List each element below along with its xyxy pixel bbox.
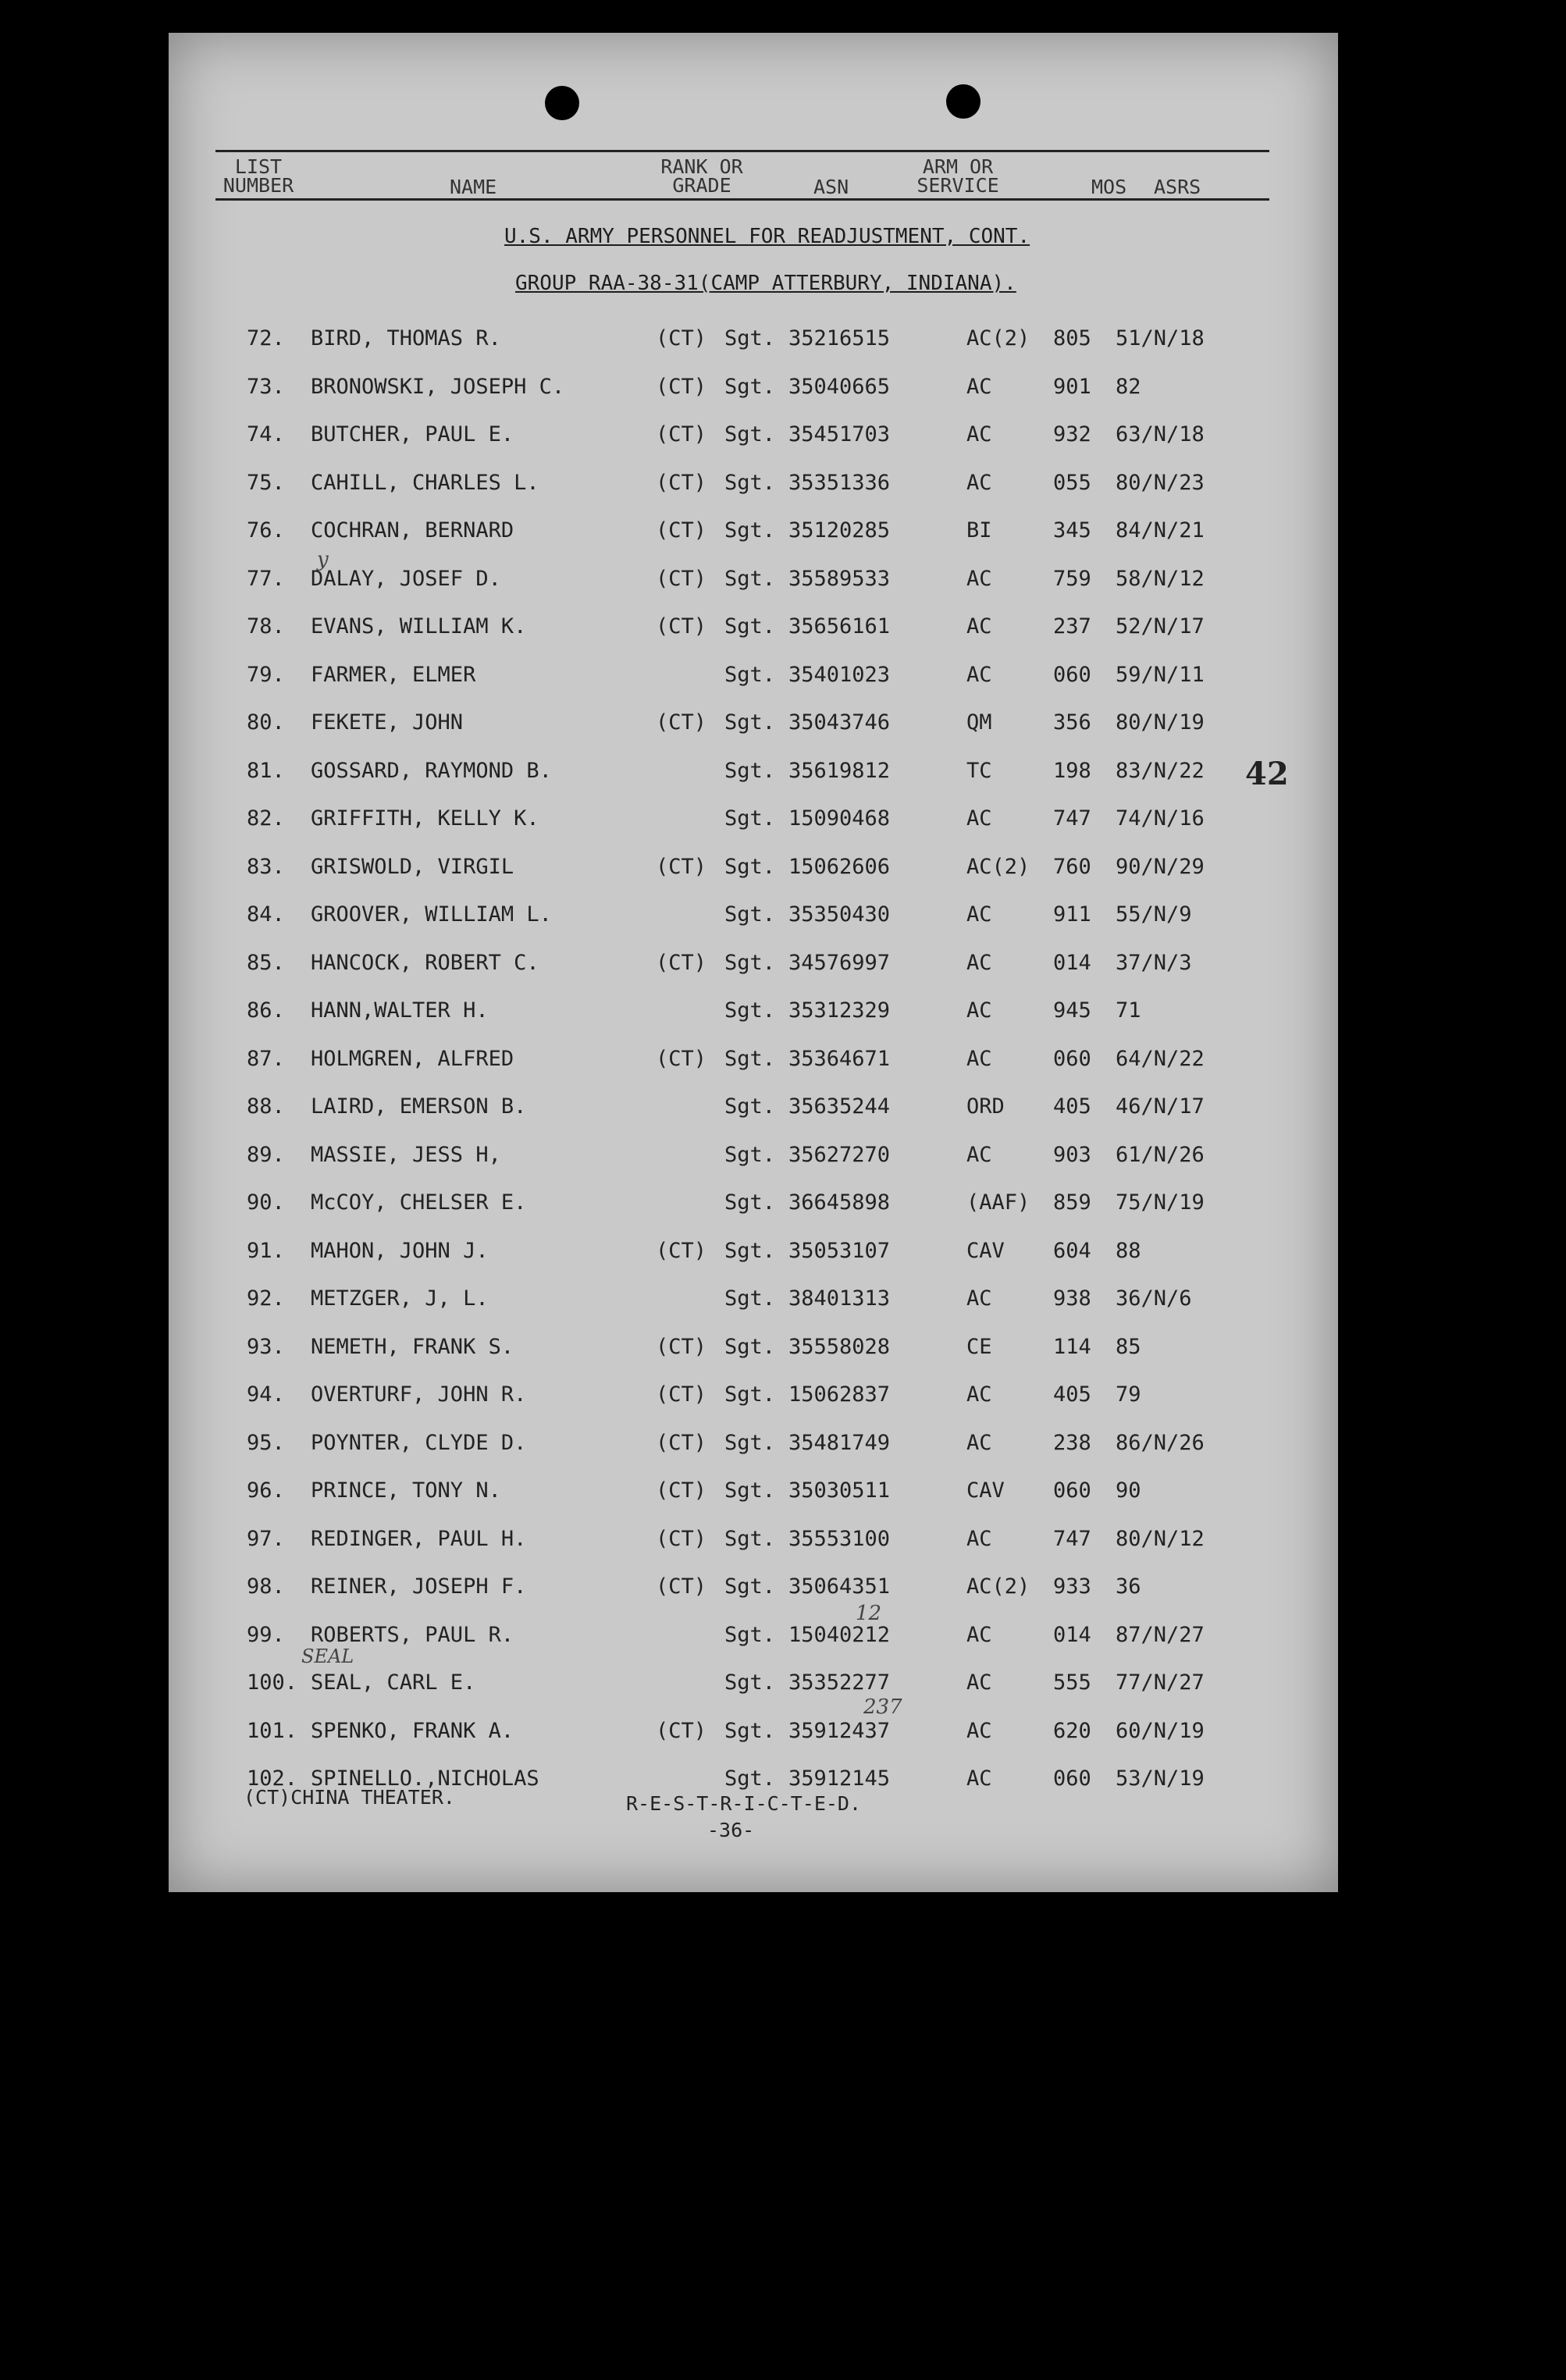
cell-mos: 805 <box>1053 326 1091 350</box>
cell-asn: 35589533 <box>788 566 891 591</box>
table-row <box>169 375 1338 406</box>
cell-mos: 060 <box>1053 1046 1091 1071</box>
cell-name: SEAL, CARL E. <box>311 1670 476 1695</box>
table-row <box>169 518 1338 550</box>
cell-arm: AC <box>966 950 992 975</box>
cell-num: 90. <box>247 1190 285 1215</box>
handwritten-y: y <box>317 548 329 571</box>
cell-ct: (CT) <box>656 1478 707 1503</box>
cell-asn: 35040665 <box>788 374 891 399</box>
cell-name: COCHRAN, BERNARD <box>311 518 514 543</box>
cell-arm: AC(2) <box>966 326 1030 350</box>
cell-asn: 35312329 <box>788 998 891 1023</box>
cell-ct: (CT) <box>656 326 707 350</box>
cell-rank: Sgt. <box>724 758 776 783</box>
cell-rank: Sgt. <box>724 566 776 591</box>
cell-name: FEKETE, JOHN <box>311 710 464 735</box>
cell-mos: 014 <box>1053 1622 1091 1647</box>
cell-num: 72. <box>247 326 285 350</box>
header-asrs: ASRS <box>1154 176 1201 198</box>
cell-rank: Sgt. <box>724 854 776 879</box>
cell-name: FARMER, ELMER <box>311 662 476 687</box>
cell-asrs: 85 <box>1116 1334 1141 1359</box>
cell-rank: Sgt. <box>724 518 776 543</box>
cell-asn: 35401023 <box>788 662 891 687</box>
table-row <box>169 1286 1338 1318</box>
cell-rank: Sgt. <box>724 1142 776 1167</box>
cell-asn: 35619812 <box>788 758 891 783</box>
cell-mos: 759 <box>1053 566 1091 591</box>
cell-mos: 405 <box>1053 1094 1091 1119</box>
cell-mos: 620 <box>1053 1718 1091 1743</box>
cell-asn: 35635244 <box>788 1094 891 1119</box>
cell-mos: 901 <box>1053 374 1091 399</box>
cell-arm: AC <box>966 1718 992 1743</box>
cell-asn: 35120285 <box>788 518 891 543</box>
cell-ct: (CT) <box>656 710 707 735</box>
cell-mos: 555 <box>1053 1670 1091 1695</box>
cell-num: 77. <box>247 566 285 591</box>
table-row <box>169 1382 1338 1414</box>
cell-ct: (CT) <box>656 1526 707 1551</box>
cell-rank: Sgt. <box>724 806 776 831</box>
cell-mos: 356 <box>1053 710 1091 735</box>
cell-arm: AC(2) <box>966 1574 1030 1599</box>
cell-rank: Sgt. <box>724 1622 776 1647</box>
cell-ct: (CT) <box>656 1046 707 1071</box>
group-title: GROUP RAA-38-31(CAMP ATTERBURY, INDIANA). <box>515 272 1016 295</box>
document-page <box>169 33 1338 1892</box>
cell-mos: 238 <box>1053 1430 1091 1455</box>
cell-asrs: 74/N/16 <box>1116 806 1205 831</box>
cell-rank: Sgt. <box>724 1382 776 1407</box>
cell-num: 93. <box>247 1334 285 1359</box>
cell-asrs: 63/N/18 <box>1116 422 1205 446</box>
cell-num: 91. <box>247 1238 285 1263</box>
cell-mos: 198 <box>1053 758 1091 783</box>
cell-asn: 38401313 <box>788 1286 891 1311</box>
cell-mos: 237 <box>1053 614 1091 639</box>
cell-rank: Sgt. <box>724 950 776 975</box>
cell-name: METZGER, J, L. <box>311 1286 489 1311</box>
cell-num: 96. <box>247 1478 285 1503</box>
cell-rank: Sgt. <box>724 998 776 1023</box>
cell-num: 84. <box>247 902 285 927</box>
table-row <box>169 1190 1338 1222</box>
cell-asn: 35351336 <box>788 470 891 495</box>
cell-mos: 932 <box>1053 422 1091 446</box>
cell-name: ROBERTS, PAUL R. <box>311 1622 514 1647</box>
cell-mos: 014 <box>1053 950 1091 975</box>
cell-name: POYNTER, CLYDE D. <box>311 1430 527 1455</box>
footer-page-number: -36- <box>707 1819 755 1841</box>
cell-name: NEMETH, FRANK S. <box>311 1334 514 1359</box>
cell-arm: AC <box>966 1286 992 1311</box>
cell-asn: 15062606 <box>788 854 891 879</box>
cell-name: MASSIE, JESS H, <box>311 1142 501 1167</box>
cell-num: 95. <box>247 1430 285 1455</box>
cell-asrs: 77/N/27 <box>1116 1670 1205 1695</box>
header-name: NAME <box>450 176 497 198</box>
cell-rank: Sgt. <box>724 1286 776 1311</box>
cell-mos: 938 <box>1053 1286 1091 1311</box>
cell-num: 94. <box>247 1382 285 1407</box>
cell-arm: QM <box>966 710 992 735</box>
cell-num: 102. <box>247 1766 298 1791</box>
cell-asrs: 60/N/19 <box>1116 1718 1205 1743</box>
cell-ct: (CT) <box>656 566 707 591</box>
cell-asrs: 80/N/19 <box>1116 710 1205 735</box>
cell-asrs: 80/N/12 <box>1116 1526 1205 1551</box>
header-bottom-rule <box>215 198 1269 201</box>
cell-rank: Sgt. <box>724 422 776 446</box>
cell-rank: Sgt. <box>724 374 776 399</box>
cell-rank: Sgt. <box>724 1334 776 1359</box>
cell-asn: 35627270 <box>788 1142 891 1167</box>
table-row <box>169 1670 1338 1702</box>
cell-asn: 35656161 <box>788 614 891 639</box>
cell-asrs: 46/N/17 <box>1116 1094 1205 1119</box>
handwritten-237: 237 <box>863 1695 902 1719</box>
cell-rank: Sgt. <box>724 902 776 927</box>
punch-hole-left <box>545 86 579 120</box>
cell-num: 79. <box>247 662 285 687</box>
cell-rank: Sgt. <box>724 710 776 735</box>
cell-arm: AC <box>966 902 992 927</box>
footer-legend: (CT)CHINA THEATER. <box>244 1786 455 1809</box>
cell-ct: (CT) <box>656 518 707 543</box>
cell-mos: 911 <box>1053 902 1091 927</box>
cell-name: McCOY, CHELSER E. <box>311 1190 527 1215</box>
table-row <box>169 1239 1338 1270</box>
cell-arm: CE <box>966 1334 992 1359</box>
cell-name: GRIFFITH, KELLY K. <box>311 806 539 831</box>
cell-asrs: 90/N/29 <box>1116 854 1205 879</box>
header-asn: ASN <box>813 176 849 198</box>
cell-mos: 747 <box>1053 1526 1091 1551</box>
cell-rank: Sgt. <box>724 1430 776 1455</box>
cell-asn: 34576997 <box>788 950 891 975</box>
cell-name: PRINCE, TONY N. <box>311 1478 501 1503</box>
handwritten-12: 12 <box>856 1602 882 1625</box>
cell-asrs: 59/N/11 <box>1116 662 1205 687</box>
cell-asrs: 79 <box>1116 1382 1141 1407</box>
cell-name: BIRD, THOMAS R. <box>311 326 501 350</box>
cell-arm: TC <box>966 758 992 783</box>
cell-asn: 35030511 <box>788 1478 891 1503</box>
header-top-rule <box>215 150 1269 152</box>
cell-asn: 35912145 <box>788 1766 891 1791</box>
cell-asrs: 61/N/26 <box>1116 1142 1205 1167</box>
cell-num: 86. <box>247 998 285 1023</box>
cell-arm: AC <box>966 470 992 495</box>
cell-ct: (CT) <box>656 1334 707 1359</box>
cell-asrs: 71 <box>1116 998 1141 1023</box>
table-row <box>169 567 1338 598</box>
cell-asrs: 55/N/9 <box>1116 902 1192 927</box>
table-row <box>169 1047 1338 1078</box>
cell-mos: 060 <box>1053 1478 1091 1503</box>
table-row <box>169 663 1338 694</box>
cell-name: GOSSARD, RAYMOND B. <box>311 758 552 783</box>
cell-num: 74. <box>247 422 285 446</box>
cell-asn: 15090468 <box>788 806 891 831</box>
cell-asrs: 75/N/19 <box>1116 1190 1205 1215</box>
cell-num: 92. <box>247 1286 285 1311</box>
cell-ct: (CT) <box>656 854 707 879</box>
cell-num: 97. <box>247 1526 285 1551</box>
cell-arm: ORD <box>966 1094 1005 1119</box>
side-page-number: 42 <box>1245 756 1289 792</box>
header-list-number: LIST NUMBER <box>222 155 294 197</box>
cell-name: GRISWOLD, VIRGIL <box>311 854 514 879</box>
footer-restricted: R-E-S-T-R-I-C-T-E-D. <box>626 1792 862 1815</box>
cell-name: REINER, JOSEPH F. <box>311 1574 527 1599</box>
cell-mos: 747 <box>1053 806 1091 831</box>
cell-asrs: 82 <box>1116 374 1141 399</box>
cell-name: DALAY, JOSEF D. <box>311 566 501 591</box>
cell-name: HANCOCK, ROBERT C. <box>311 950 539 975</box>
cell-rank: Sgt. <box>724 1718 776 1743</box>
cell-asn: 35043746 <box>788 710 891 735</box>
cell-mos: 933 <box>1053 1574 1091 1599</box>
cell-num: 99. <box>247 1622 285 1647</box>
cell-num: 78. <box>247 614 285 639</box>
table-row <box>169 902 1338 934</box>
cell-mos: 060 <box>1053 1766 1091 1791</box>
table-row <box>169 855 1338 886</box>
cell-rank: Sgt. <box>724 470 776 495</box>
cell-ct: (CT) <box>656 950 707 975</box>
cell-num: 81. <box>247 758 285 783</box>
cell-asn: 35912437 <box>788 1718 891 1743</box>
cell-ct: (CT) <box>656 422 707 446</box>
cell-asrs: 36 <box>1116 1574 1141 1599</box>
cell-asn: 35350430 <box>788 902 891 927</box>
cell-arm: AC <box>966 1526 992 1551</box>
cell-ct: (CT) <box>656 1430 707 1455</box>
table-row <box>169 951 1338 982</box>
cell-arm: AC <box>966 1670 992 1695</box>
cell-asrs: 84/N/21 <box>1116 518 1205 543</box>
cell-num: 73. <box>247 374 285 399</box>
cell-rank: Sgt. <box>724 1574 776 1599</box>
cell-num: 76. <box>247 518 285 543</box>
cell-asn: 35553100 <box>788 1526 891 1551</box>
cell-asrs: 52/N/17 <box>1116 614 1205 639</box>
cell-name: HANN,WALTER H. <box>311 998 489 1023</box>
cell-asrs: 64/N/22 <box>1116 1046 1205 1071</box>
cell-asn: 15062837 <box>788 1382 891 1407</box>
cell-name: OVERTURF, JOHN R. <box>311 1382 527 1407</box>
cell-rank: Sgt. <box>724 1766 776 1791</box>
cell-name: SPENKO, FRANK A. <box>311 1718 514 1743</box>
cell-arm: AC <box>966 374 992 399</box>
cell-arm: AC <box>966 1766 992 1791</box>
cell-asrs: 58/N/12 <box>1116 566 1205 591</box>
cell-ct: (CT) <box>656 1718 707 1743</box>
cell-arm: AC <box>966 1142 992 1167</box>
cell-asrs: 51/N/18 <box>1116 326 1205 350</box>
cell-mos: 345 <box>1053 518 1091 543</box>
cell-asn: 35216515 <box>788 326 891 350</box>
cell-asn: 36645898 <box>788 1190 891 1215</box>
cell-arm: AC <box>966 662 992 687</box>
cell-asn: 35364671 <box>788 1046 891 1071</box>
cell-arm: AC <box>966 1430 992 1455</box>
cell-rank: Sgt. <box>724 662 776 687</box>
cell-ct: (CT) <box>656 1238 707 1263</box>
cell-mos: 114 <box>1053 1334 1091 1359</box>
table-row <box>169 806 1338 838</box>
punch-hole-right <box>946 84 981 119</box>
table-row <box>169 759 1338 790</box>
cell-arm: CAV <box>966 1478 1005 1503</box>
cell-asn: 35352277 <box>788 1670 891 1695</box>
cell-num: 100. <box>247 1670 298 1695</box>
cell-name: GROOVER, WILLIAM L. <box>311 902 552 927</box>
cell-ct: (CT) <box>656 470 707 495</box>
cell-rank: Sgt. <box>724 614 776 639</box>
cell-num: 87. <box>247 1046 285 1071</box>
table-row <box>169 422 1338 454</box>
cell-mos: 060 <box>1053 662 1091 687</box>
cell-asrs: 90 <box>1116 1478 1141 1503</box>
table-row <box>169 710 1338 742</box>
table-row <box>169 1574 1338 1606</box>
cell-asrs: 36/N/6 <box>1116 1286 1192 1311</box>
cell-num: 101. <box>247 1718 298 1743</box>
cell-arm: AC(2) <box>966 854 1030 879</box>
table-row <box>169 471 1338 502</box>
handwritten-seal: SEAL <box>301 1645 354 1667</box>
cell-name: HOLMGREN, ALFRED <box>311 1046 514 1071</box>
cell-name: CAHILL, CHARLES L. <box>311 470 539 495</box>
cell-arm: BI <box>966 518 992 543</box>
cell-num: 82. <box>247 806 285 831</box>
cell-arm: AC <box>966 566 992 591</box>
table-row <box>169 1094 1338 1126</box>
cell-arm: AC <box>966 1622 992 1647</box>
cell-arm: AC <box>966 1046 992 1071</box>
cell-num: 83. <box>247 854 285 879</box>
cell-arm: AC <box>966 422 992 446</box>
cell-ct: (CT) <box>656 1574 707 1599</box>
cell-asrs: 83/N/22 <box>1116 758 1205 783</box>
cell-asn: 35481749 <box>788 1430 891 1455</box>
cell-num: 80. <box>247 710 285 735</box>
cell-mos: 055 <box>1053 470 1091 495</box>
cell-asn: 35558028 <box>788 1334 891 1359</box>
cell-asrs: 88 <box>1116 1238 1141 1263</box>
cell-rank: Sgt. <box>724 1238 776 1263</box>
cell-asrs: 86/N/26 <box>1116 1430 1205 1455</box>
header-arm: ARM OR SERVICE <box>916 155 999 197</box>
cell-ct: (CT) <box>656 1382 707 1407</box>
cell-asn: 35053107 <box>788 1238 891 1263</box>
cell-name: BUTCHER, PAUL E. <box>311 422 514 446</box>
cell-num: 89. <box>247 1142 285 1167</box>
cell-arm: (AAF) <box>966 1190 1030 1215</box>
cell-mos: 760 <box>1053 854 1091 879</box>
header-mos: MOS <box>1091 176 1127 198</box>
cell-num: 88. <box>247 1094 285 1119</box>
table-row <box>169 1527 1338 1558</box>
cell-mos: 903 <box>1053 1142 1091 1167</box>
cell-name: BRONOWSKI, JOSEPH C. <box>311 374 565 399</box>
cell-name: EVANS, WILLIAM K. <box>311 614 527 639</box>
cell-rank: Sgt. <box>724 1094 776 1119</box>
cell-rank: Sgt. <box>724 1670 776 1695</box>
cell-rank: Sgt. <box>724 1046 776 1071</box>
cell-asn: 35451703 <box>788 422 891 446</box>
cell-rank: Sgt. <box>724 1526 776 1551</box>
cell-asrs: 87/N/27 <box>1116 1622 1205 1647</box>
cell-name: MAHON, JOHN J. <box>311 1238 489 1263</box>
table-row <box>169 998 1338 1030</box>
cell-rank: Sgt. <box>724 1190 776 1215</box>
cell-rank: Sgt. <box>724 1478 776 1503</box>
cell-name: REDINGER, PAUL H. <box>311 1526 527 1551</box>
document-title: U.S. ARMY PERSONNEL FOR READJUSTMENT, CONT. <box>504 225 1030 248</box>
cell-asrs: 80/N/23 <box>1116 470 1205 495</box>
table-row <box>169 326 1338 358</box>
table-row <box>169 1478 1338 1510</box>
cell-name: LAIRD, EMERSON B. <box>311 1094 527 1119</box>
cell-num: 75. <box>247 470 285 495</box>
table-row <box>169 1719 1338 1750</box>
cell-asrs: 37/N/3 <box>1116 950 1192 975</box>
cell-mos: 859 <box>1053 1190 1091 1215</box>
cell-arm: AC <box>966 998 992 1023</box>
cell-arm: AC <box>966 1382 992 1407</box>
cell-arm: AC <box>966 806 992 831</box>
cell-rank: Sgt. <box>724 326 776 350</box>
cell-asn: 35064351 <box>788 1574 891 1599</box>
header-rank: RANK OR GRADE <box>660 155 743 197</box>
table-row <box>169 1143 1338 1174</box>
table-row <box>169 1431 1338 1462</box>
cell-ct: (CT) <box>656 614 707 639</box>
table-row <box>169 1335 1338 1366</box>
cell-mos: 945 <box>1053 998 1091 1023</box>
cell-mos: 405 <box>1053 1382 1091 1407</box>
cell-num: 85. <box>247 950 285 975</box>
cell-asn: 15040212 <box>788 1622 891 1647</box>
cell-mos: 604 <box>1053 1238 1091 1263</box>
cell-name: SPINELLO.,NICHOLAS <box>311 1766 539 1791</box>
cell-num: 98. <box>247 1574 285 1599</box>
cell-arm: AC <box>966 614 992 639</box>
cell-ct: (CT) <box>656 374 707 399</box>
cell-asrs: 53/N/19 <box>1116 1766 1205 1791</box>
table-row <box>169 614 1338 646</box>
cell-arm: CAV <box>966 1238 1005 1263</box>
